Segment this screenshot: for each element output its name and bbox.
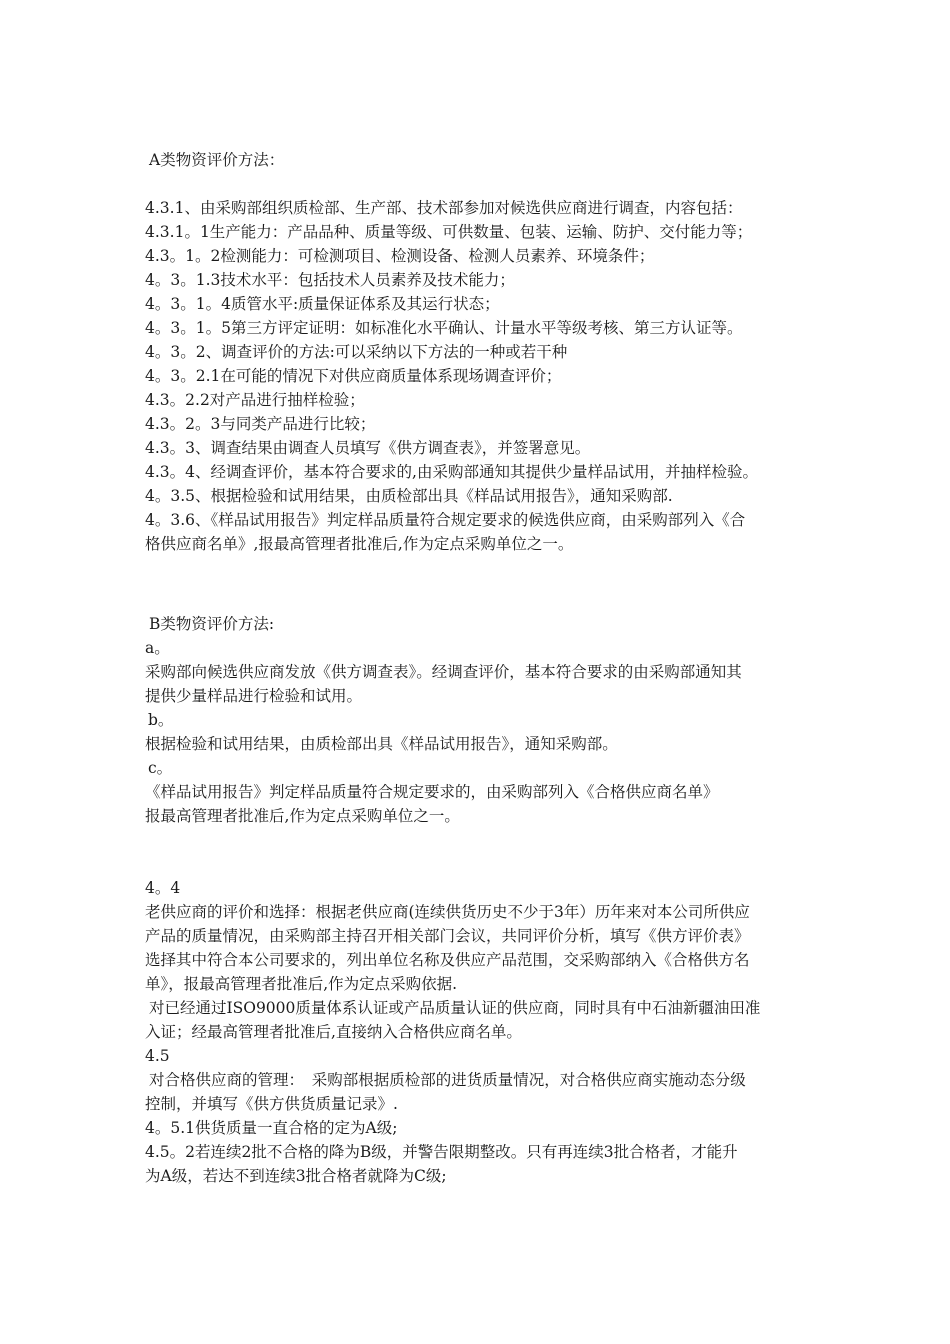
list-marker: b。 bbox=[148, 711, 174, 729]
paragraph-line: 4.3。3、调查结果由调查人员填写《供方调查表》，并签署意见。 bbox=[145, 439, 591, 457]
section-a-title: A类物资评价方法： bbox=[149, 151, 285, 169]
section-b-body bbox=[145, 636, 810, 828]
paragraph-line: 提供少量样品进行检验和试用。 bbox=[145, 687, 363, 705]
paragraph-line: 老供应商的评价和选择：根据老供应商(连续供货历史不少于3年）历年来对本公司所供应 bbox=[145, 903, 750, 921]
paragraph-line: 报最高管理者批准后,作为定点采购单位之一。 bbox=[145, 807, 460, 825]
list-marker: c。 bbox=[148, 759, 173, 777]
section-number: 4。4 bbox=[145, 879, 181, 897]
paragraph-line: 入证；经最高管理者批准后,直接纳入合格供应商名单。 bbox=[145, 1023, 522, 1041]
paragraph-line: 对合格供应商的管理： 采购部根据质检部的进货质量情况，对合格供应商实施动态分级 bbox=[149, 1071, 746, 1089]
paragraph-line: 4。3。1。5第三方评定证明：如标准化水平确认、计量水平等级考核、第三方认证等。 bbox=[145, 319, 743, 337]
paragraph-line: 格供应商名单》,报最高管理者批准后,作为定点采购单位之一。 bbox=[145, 535, 574, 553]
paragraph-line: 4。3.5、根据检验和试用结果，由质检部出具《样品试用报告》，通知采购部. bbox=[145, 487, 673, 505]
paragraph-line: 选择其中符合本公司要求的，列出单位名称及供应产品范围，交采购部纳入《合格供方名 bbox=[145, 951, 750, 969]
section-c-body bbox=[145, 876, 810, 1188]
list-marker: a。 bbox=[145, 639, 170, 657]
paragraph-line: 单》，报最高管理者批准后,作为定点采购依据. bbox=[145, 975, 458, 993]
paragraph-line: 控制，并填写《供方供货质量记录》. bbox=[145, 1095, 398, 1113]
paragraph-line: 对已经通过ISO9000质量体系认证或产品质量认证的供应商，同时具有中石油新疆油田准 bbox=[149, 999, 761, 1017]
section-b-title: B类物资评价方法: bbox=[149, 615, 275, 633]
paragraph-line: 4。3。2、调查评价的方法:可以采纳以下方法的一种或若干种 bbox=[145, 343, 568, 361]
paragraph-line: 4。3。1.3技术水平：包括技术人员素养及技术能力； bbox=[145, 271, 515, 289]
paragraph-line: 4。5.1供货质量一直合格的定为A级; bbox=[145, 1119, 398, 1137]
paragraph-line: 4.3。2.2对产品进行抽样检验； bbox=[145, 391, 365, 409]
paragraph-line: 4.5。2若连续2批不合格的降为B级，并警告限期整改。只有再连续3批合格者，才能升 bbox=[145, 1143, 738, 1161]
paragraph-line: 4.3.1。1生产能力：产品品种、质量等级、可供数量、包装、运输、防护、交付能力等； bbox=[145, 223, 753, 241]
paragraph-line: 4.3.1、由采购部组织质检部、生产部、技术部参加对候选供应商进行调查，内容包括： bbox=[145, 199, 743, 217]
paragraph-line: 4.3。4、经调查评价，基本符合要求的,由采购部通知其提供少量样品试用，并抽样检验。 bbox=[145, 463, 758, 481]
paragraph-line: 4.3。1。2检测能力：可检测项目、检测设备、检测人员素养、环境条件； bbox=[145, 247, 655, 265]
paragraph-line: 根据检验和试用结果，由质检部出具《样品试用报告》，通知采购部。 bbox=[145, 735, 618, 753]
document-body bbox=[145, 148, 810, 1188]
paragraph-line: 产品的质量情况，由采购部主持召开相关部门会议，共同评价分析，填写《供方评价表》 bbox=[145, 927, 750, 945]
paragraph-line: 4。3.6、《样品试用报告》判定样品质量符合规定要求的候选供应商，由采购部列入《合 bbox=[145, 511, 746, 529]
paragraph-line: 采购部向候选供应商发放《供方调查表》。经调查评价，基本符合要求的由采购部通知其 bbox=[145, 663, 742, 681]
section-number: 4.5 bbox=[145, 1047, 170, 1065]
paragraph-line: 4.3。2。3与同类产品进行比较； bbox=[145, 415, 376, 433]
paragraph-line: 4。3。1。4质管水平:质量保证体系及其运行状态； bbox=[145, 295, 500, 313]
paragraph-line: 《样品试用报告》判定样品质量符合规定要求的，由采购部列入《合格供应商名单》 bbox=[145, 783, 719, 801]
paragraph-line: 为A级，若达不到连续3批合格者就降为C级; bbox=[145, 1167, 447, 1185]
paragraph-line: 4。3。2.1在可能的情况下对供应商质量体系现场调查评价； bbox=[145, 367, 562, 385]
section-a-body bbox=[145, 196, 810, 556]
